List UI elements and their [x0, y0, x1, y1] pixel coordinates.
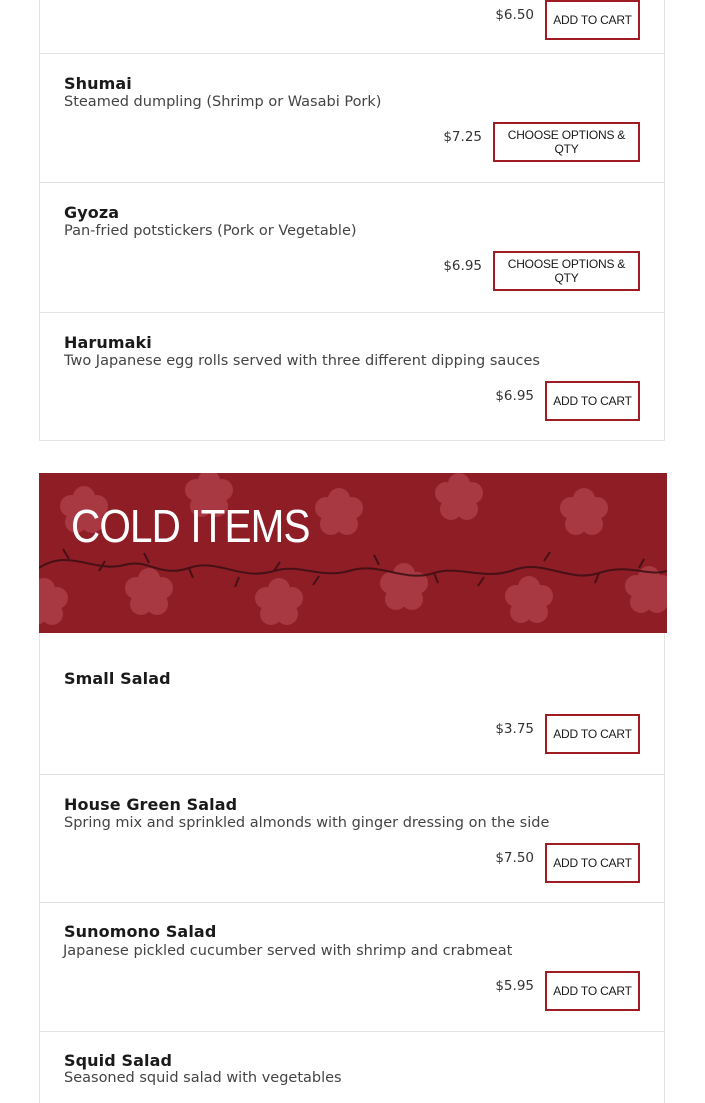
menu-item-house-green-salad — [40, 775, 664, 903]
hot-items-card — [39, 0, 665, 441]
item-description: Japanese pickled cucumber served with shrimp and crabmeat — [63, 943, 513, 959]
item-price: $5.95 — [495, 978, 534, 994]
add-to-cart-button[interactable]: ADD TO CART — [545, 381, 640, 421]
price-row — [443, 122, 640, 162]
item-name: Harumaki — [64, 333, 152, 352]
choose-options-button[interactable]: CHOOSE OPTIONS & QTY — [493, 251, 640, 291]
item-name: House Green Salad — [64, 795, 238, 814]
item-description: Seasoned squid salad with vegetables — [64, 1070, 342, 1086]
item-name: Sunomono Salad — [64, 922, 217, 941]
add-to-cart-button[interactable]: ADD TO CART — [545, 0, 640, 40]
add-to-cart-button[interactable]: ADD TO CART — [545, 971, 640, 1011]
item-name: Small Salad — [64, 669, 171, 688]
price-row — [443, 251, 640, 291]
menu-item-sunomono-salad — [40, 903, 664, 1032]
item-price: $6.50 — [495, 7, 534, 23]
item-price: $6.95 — [495, 388, 534, 404]
item-description: Pan-fried potstickers (Pork or Vegetable) — [64, 223, 357, 239]
choose-options-button[interactable]: CHOOSE OPTIONS & QTY — [493, 122, 640, 162]
price-row — [495, 714, 640, 754]
item-description: Two Japanese egg rolls served with three different dipping sauces — [64, 353, 540, 369]
add-to-cart-button[interactable]: ADD TO CART — [545, 714, 640, 754]
menu-item-small-salad — [40, 633, 664, 775]
price-row — [495, 381, 640, 421]
add-to-cart-button[interactable]: ADD TO CART — [545, 843, 640, 883]
price-row — [495, 971, 640, 1011]
price-row — [495, 0, 640, 40]
item-description: Spring mix and sprinkled almonds with ginger dressing on the side — [64, 815, 550, 831]
cold-items-banner — [39, 473, 667, 633]
price-row — [495, 843, 640, 883]
cold-items-card — [39, 633, 665, 1103]
section-title: COLD ITEMS — [71, 500, 310, 552]
menu-item — [40, 0, 664, 54]
menu-item-squid-salad — [40, 1032, 664, 1103]
floral-pattern — [39, 473, 667, 633]
item-price: $7.50 — [495, 850, 534, 866]
menu-item-gyoza — [40, 183, 664, 313]
item-name: Gyoza — [64, 203, 120, 222]
menu-item-shumai — [40, 54, 664, 183]
item-name: Shumai — [64, 74, 132, 93]
item-price: $3.75 — [495, 721, 534, 737]
item-description: Steamed dumpling (Shrimp or Wasabi Pork) — [64, 94, 382, 110]
menu-item-harumaki — [40, 313, 664, 441]
item-price: $6.95 — [443, 258, 482, 274]
item-price: $7.25 — [443, 129, 482, 145]
item-name: Squid Salad — [64, 1051, 173, 1070]
